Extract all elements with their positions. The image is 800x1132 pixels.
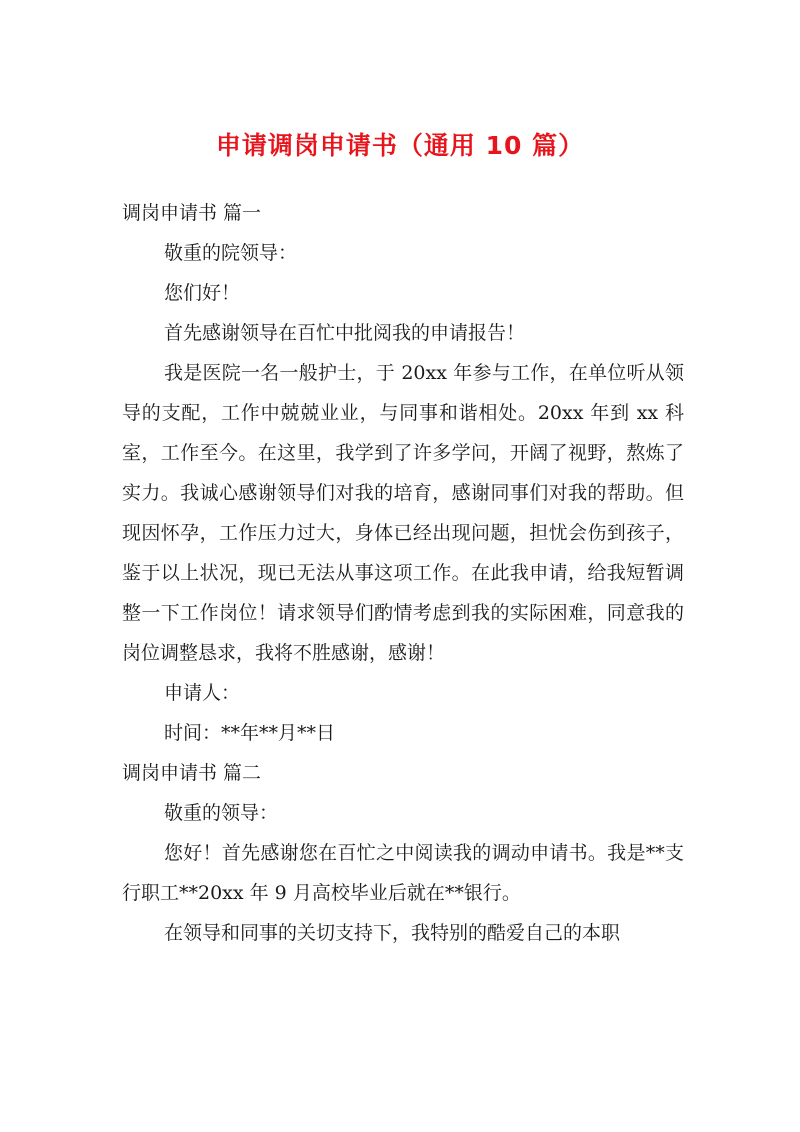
body-paragraph: 您好！首先感谢您在百忙之中阅读我的调动申请书。我是**支行职工**20xx 年 9 月高校毕业后就在**银行。 (122, 842, 684, 904)
greeting: 您们好！ (164, 282, 241, 304)
section-heading: 调岗申请书 篇一 (122, 202, 262, 224)
document-body (122, 193, 684, 953)
body-paragraph: 首先感谢领导在百忙中批阅我的申请报告！ (164, 322, 526, 344)
salutation: 敬重的院领导： (164, 242, 298, 264)
date-line: 时间：**年**月**日 (164, 722, 336, 744)
applicant-line: 申请人： (164, 682, 241, 704)
document-title: 申请调岗申请书（通用 10 篇） (215, 131, 585, 160)
salutation: 敬重的领导： (164, 802, 279, 824)
body-paragraph: 在领导和同事的关切支持下，我特别的酷爱自己的本职 (164, 922, 621, 944)
section-heading: 调岗申请书 篇二 (122, 762, 262, 784)
body-paragraph: 我是医院一名一般护士，于 20xx 年参与工作，在单位听从领导的支配，工作中兢兢业业，与同事和谐相处。20xx 年到 xx 科室，工作至今。在这里，我学到了许多学问，开阔了视野，熬炼了实力。我诚心感谢领导们对我的培育，感谢同事们对我的帮助。但现因怀孕，工作压力过大，身体已经出现问题，担忧会伤到孩子，鉴于以上状况，现已无法从事这项工作。在此我申请，给我短暂调整一下工作岗位！请求领导们酌情考虑到我的实际困难，同意我的岗位调整恳求，我将不胜感谢，感谢！ (122, 362, 684, 664)
